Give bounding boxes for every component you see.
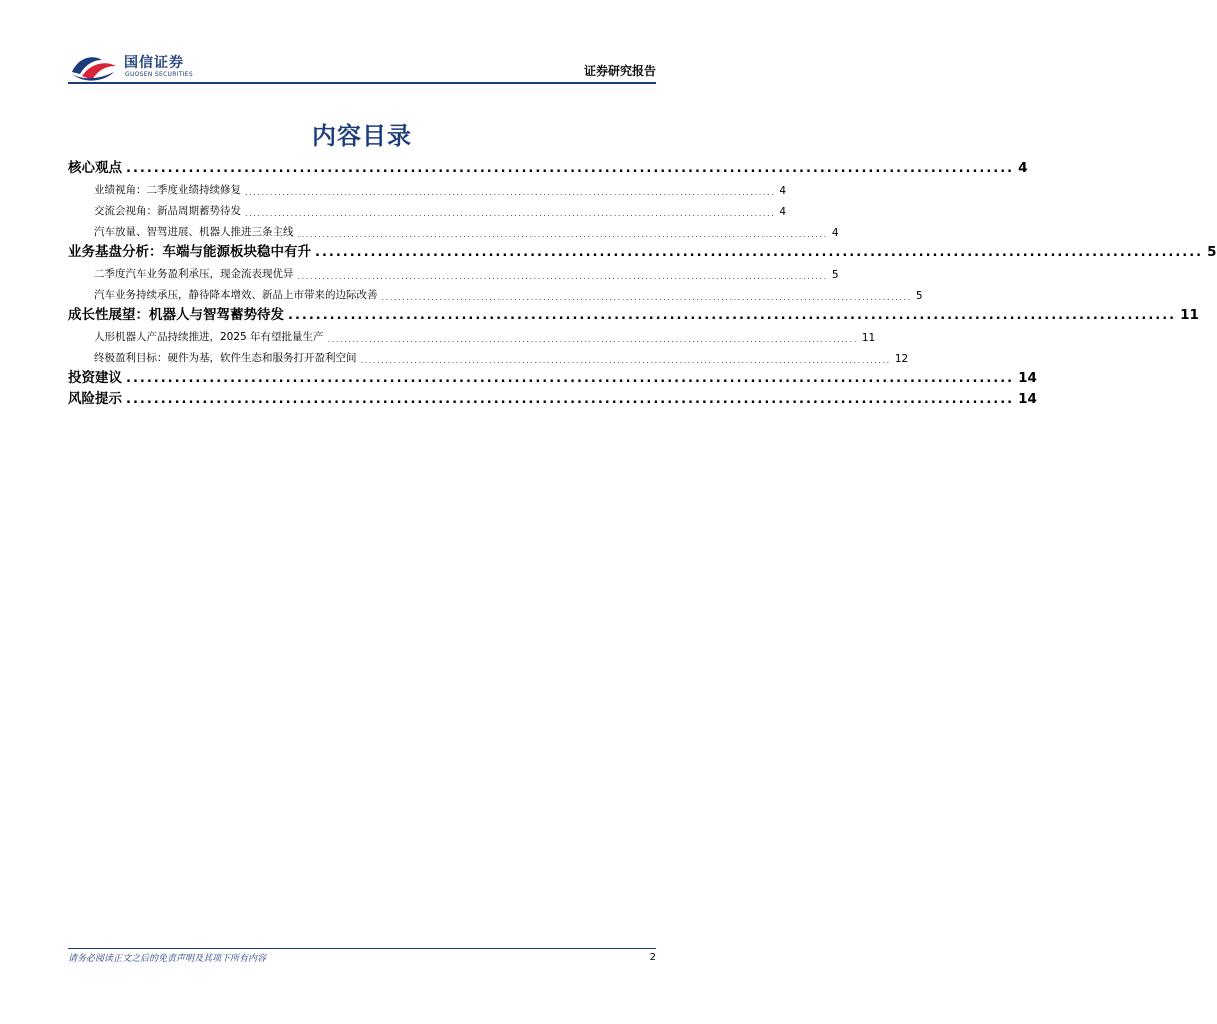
toc-entry-title: 业绩视角：二季度业绩持续修复: [94, 184, 241, 196]
toc-entry-title: 核心观点: [68, 160, 122, 176]
toc-leader-dots: ................................................................................................................................: [245, 209, 776, 218]
toc-leader-dots: ................................................................................................................................: [126, 392, 1015, 407]
toc-entry[interactable]: [68, 260, 839, 281]
toc-entry-page: 12: [894, 353, 909, 365]
toc-entry-title: 汽车放量、智驾进展、机器人推进三条主线: [94, 226, 294, 238]
guosen-logo-icon: [68, 50, 122, 84]
footer-divider: [68, 948, 656, 949]
toc-leader-dots: ................................................................................................................................: [315, 245, 1204, 260]
toc-leader-dots: ................................................................................................................................: [245, 188, 776, 197]
footer-disclaimer: 请务必阅读正文之后的免责声明及其项下所有内容: [68, 954, 267, 964]
toc-leader-dots: ................................................................................................................................: [327, 335, 858, 344]
page-header: [68, 50, 656, 86]
toc-entry-page: 5: [831, 269, 839, 281]
toc-entry[interactable]: [68, 218, 839, 239]
toc-entry-title: 汽车业务持续承压，静待降本增效、新品上市带来的边际改善: [94, 289, 378, 301]
toc-entry-page: 5: [1207, 244, 1217, 260]
toc-entry[interactable]: [68, 197, 786, 218]
toc-entry-page: 14: [1018, 370, 1037, 386]
toc-entry[interactable]: [68, 323, 876, 344]
toc-entry-title: 交流会视角：新品周期蓄势待发: [94, 205, 241, 217]
toc-entry-page: 11: [861, 332, 876, 344]
guosen-logo: [68, 50, 208, 84]
toc-leader-dots: ................................................................................................................................: [288, 308, 1177, 323]
toc-entry-page: 5: [915, 290, 923, 302]
toc-leader-dots: ................................................................................................................................: [297, 230, 828, 239]
toc-entry-title: 二季度汽车业务盈利承压，现金流表现优异: [94, 268, 294, 280]
toc-entry[interactable]: [68, 302, 1199, 323]
toc-entry[interactable]: [68, 281, 923, 302]
toc-entry-page: 4: [831, 227, 839, 239]
toc-entry-page: 4: [779, 185, 786, 197]
toc-entry[interactable]: [68, 365, 1037, 386]
report-type-label: 证券研究报告: [583, 64, 656, 78]
toc-leader-dots: ................................................................................................................................: [297, 272, 828, 281]
toc-entry-title: 风险提示: [68, 391, 122, 407]
toc-entry-page: 4: [1018, 160, 1028, 176]
toc-entry-page: 4: [779, 206, 786, 218]
toc-entry[interactable]: [68, 239, 1217, 260]
toc-leader-dots: ................................................................................................................................: [126, 161, 1015, 176]
toc-entry-page: 11: [1180, 307, 1199, 323]
toc-entry-title: 人形机器人产品持续推进，2025 年有望批量生产: [94, 331, 324, 343]
header-divider: [68, 82, 656, 84]
toc-leader-dots: ................................................................................................................................: [381, 293, 912, 302]
toc-entry-title: 终极盈利目标：硬件为基，软件生态和服务打开盈利空间: [94, 352, 357, 364]
toc-entry[interactable]: [68, 155, 1028, 176]
logo-english-name: GUOSEN SECURITIES: [125, 71, 194, 78]
toc-leader-dots: ................................................................................................................................: [126, 371, 1015, 386]
toc-leader-dots: ................................................................................................................................: [360, 356, 891, 365]
toc-entry-page: 14: [1018, 391, 1037, 407]
toc-entry[interactable]: [68, 344, 909, 365]
toc-entry[interactable]: [68, 386, 1037, 407]
page-number: 2: [649, 952, 656, 963]
toc-entry-title: 成长性展望：机器人与智驾蓄势待发: [68, 307, 284, 323]
toc-entry-title: 投资建议: [68, 370, 122, 386]
toc-entry[interactable]: [68, 176, 786, 197]
toc-entry-title: 业务基盘分析：车端与能源板块稳中有升: [68, 244, 311, 260]
table-of-contents: [68, 155, 1217, 407]
logo-chinese-name: 国信证券: [124, 55, 184, 71]
toc-title: 内容目录: [312, 122, 412, 150]
